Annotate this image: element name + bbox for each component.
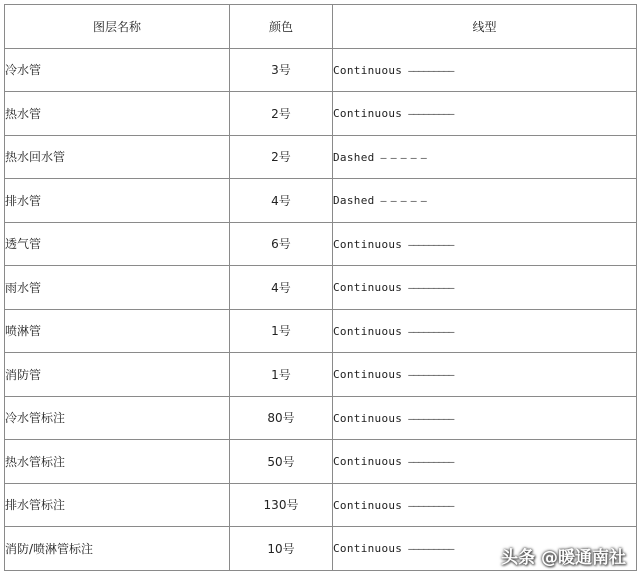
- layer-color-cell: 2号: [230, 135, 333, 179]
- linetype-sample: —————————: [408, 239, 454, 251]
- table-row: [5, 222, 637, 266]
- layer-color-cell: 3号: [230, 48, 333, 92]
- layer-linetype-cell: [333, 92, 637, 136]
- linetype-sample: —————————: [408, 457, 454, 469]
- linetype-name: Continuous: [333, 237, 403, 251]
- linetype-sample: —————————: [408, 283, 454, 295]
- layer-linetype-cell: [333, 396, 637, 440]
- table-row: [5, 527, 637, 571]
- layer-linetype-cell: [333, 353, 637, 397]
- layer-linetype-cell: [333, 222, 637, 266]
- linetype-name: Continuous: [333, 324, 403, 338]
- watermark: 头条 @暖通南社: [501, 548, 626, 568]
- layer-linetype-cell: [333, 483, 637, 527]
- linetype-name: Continuous: [333, 411, 403, 425]
- linetype-sample: —————————: [408, 544, 454, 556]
- table-row: [5, 440, 637, 484]
- layer-color-cell: 1号: [230, 309, 333, 353]
- layer-name-cell: 透气管: [5, 222, 230, 266]
- header-color: 颜色: [230, 5, 333, 49]
- linetype-sample: — — — — —: [380, 152, 426, 164]
- layer-color-cell: 6号: [230, 222, 333, 266]
- table-body: [5, 48, 637, 570]
- layer-linetype-cell: [333, 527, 637, 571]
- layer-color-cell: 1号: [230, 353, 333, 397]
- layer-name-cell: 热水管: [5, 92, 230, 136]
- layer-name-cell: 冷水管标注: [5, 396, 230, 440]
- layer-color-cell: 10号: [230, 527, 333, 571]
- table-row: [5, 266, 637, 310]
- header-layer-name: 图层名称: [5, 5, 230, 49]
- linetype-sample: —————————: [408, 65, 454, 77]
- table-row: [5, 48, 637, 92]
- layer-name-cell: 排水管: [5, 179, 230, 223]
- table-row: [5, 309, 637, 353]
- layer-linetype-cell: [333, 48, 637, 92]
- linetype-sample: —————————: [408, 109, 454, 121]
- linetype-sample: —————————: [408, 500, 454, 512]
- linetype-name: Continuous: [333, 107, 403, 121]
- layer-color-cell: 4号: [230, 179, 333, 223]
- layer-name-cell: 消防管: [5, 353, 230, 397]
- layer-name-cell: 喷淋管: [5, 309, 230, 353]
- layer-name-cell: 排水管标注: [5, 483, 230, 527]
- table-row: [5, 353, 637, 397]
- layer-color-cell: 4号: [230, 266, 333, 310]
- layer-color-cell: 130号: [230, 483, 333, 527]
- linetype-name: Continuous: [333, 498, 403, 512]
- table-row: [5, 179, 637, 223]
- linetype-name: Continuous: [333, 455, 403, 469]
- layer-color-cell: 50号: [230, 440, 333, 484]
- layer-linetype-cell: [333, 266, 637, 310]
- layer-linetype-cell: [333, 309, 637, 353]
- layer-color-cell: 2号: [230, 92, 333, 136]
- linetype-sample: —————————: [408, 413, 454, 425]
- layer-name-cell: 热水回水管: [5, 135, 230, 179]
- layer-table: [4, 4, 637, 571]
- linetype-name: Dashed: [333, 150, 375, 164]
- layer-name-cell: 冷水管: [5, 48, 230, 92]
- layer-color-cell: 80号: [230, 396, 333, 440]
- header-linetype: 线型: [333, 5, 637, 49]
- linetype-name: Continuous: [333, 63, 403, 77]
- layer-linetype-cell: [333, 440, 637, 484]
- linetype-name: Dashed: [333, 194, 375, 208]
- linetype-sample: —————————: [408, 326, 454, 338]
- table-header-row: [5, 5, 637, 49]
- layer-name-cell: 热水管标注: [5, 440, 230, 484]
- table-row: [5, 135, 637, 179]
- linetype-sample: — — — — —: [380, 196, 426, 208]
- table-row: [5, 92, 637, 136]
- layer-linetype-cell: [333, 179, 637, 223]
- table-row: [5, 483, 637, 527]
- layer-name-cell: 消防/喷淋管标注: [5, 527, 230, 571]
- layer-name-cell: 雨水管: [5, 266, 230, 310]
- table-row: [5, 396, 637, 440]
- layer-linetype-cell: [333, 135, 637, 179]
- linetype-name: Continuous: [333, 368, 403, 382]
- linetype-name: Continuous: [333, 281, 403, 295]
- linetype-name: Continuous: [333, 542, 403, 556]
- linetype-sample: —————————: [408, 370, 454, 382]
